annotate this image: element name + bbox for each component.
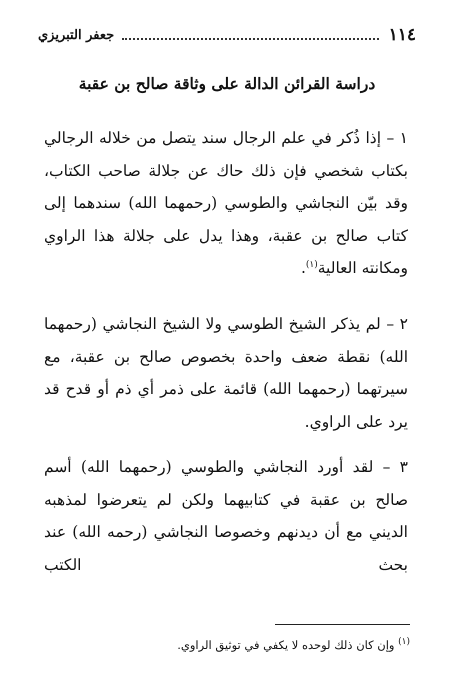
footnote-text: وإن كان ذلك لوحده لا يكفي في توثيق الراوي.	[177, 638, 395, 652]
footnote-divider	[275, 624, 410, 625]
paragraph-1-body: ١ – إذا ذُكر في علم الرجال سند يتصل من خلاله الرجالي بكتاب شخصي فإن ذلك حاك عن جلالة صاحب الكتاب، وقد بيّن النجاشي والطوسي (رحمهما الله) سندهما إلى كتاب صالح بن عقبة، وهذا يدل على جلالة هذا الراوي ومكانته العالية	[44, 129, 408, 277]
header-author: جعفر التبريزي	[38, 27, 115, 43]
page-number: ١١٤	[388, 25, 416, 45]
paragraph-2-text: ٢ – لم يذكر الشيخ الطوسي ولا الشيخ النجاشي (رحمهما الله) نقطة ضعف واحدة بخصوص صالح بن عقبة، مع سيرتهما (رحمهما الله) قائمة على ذمر أي ذم أو قدح قد يرد على الراوي.	[44, 315, 408, 431]
footnote	[44, 638, 410, 652]
section-title: دراسة القرائن الدالة على وثاقة صالح بن عقبة	[78, 74, 376, 93]
footnote-number: (١)	[398, 637, 410, 648]
footnote-marker: (١)	[305, 259, 318, 270]
running-header	[38, 24, 416, 46]
paragraph-1-end: .	[300, 259, 306, 277]
paragraph-3-text: ٣ – لقد أورد النجاشي والطوسي (رحمهما الله) أسم صالح بن عقبة في كتابيهما ولكن لم يتعرضوا لمذهبه الديني مع أن ديدنهم وخصوصا النجاشي (رحمه الله) عند بحث الكتب	[44, 458, 408, 574]
paragraph-2	[44, 308, 408, 438]
paragraph-1-text	[44, 122, 408, 285]
paragraph-1	[44, 122, 408, 285]
paragraph-3	[44, 451, 408, 581]
header-dotted-leader	[122, 30, 378, 40]
